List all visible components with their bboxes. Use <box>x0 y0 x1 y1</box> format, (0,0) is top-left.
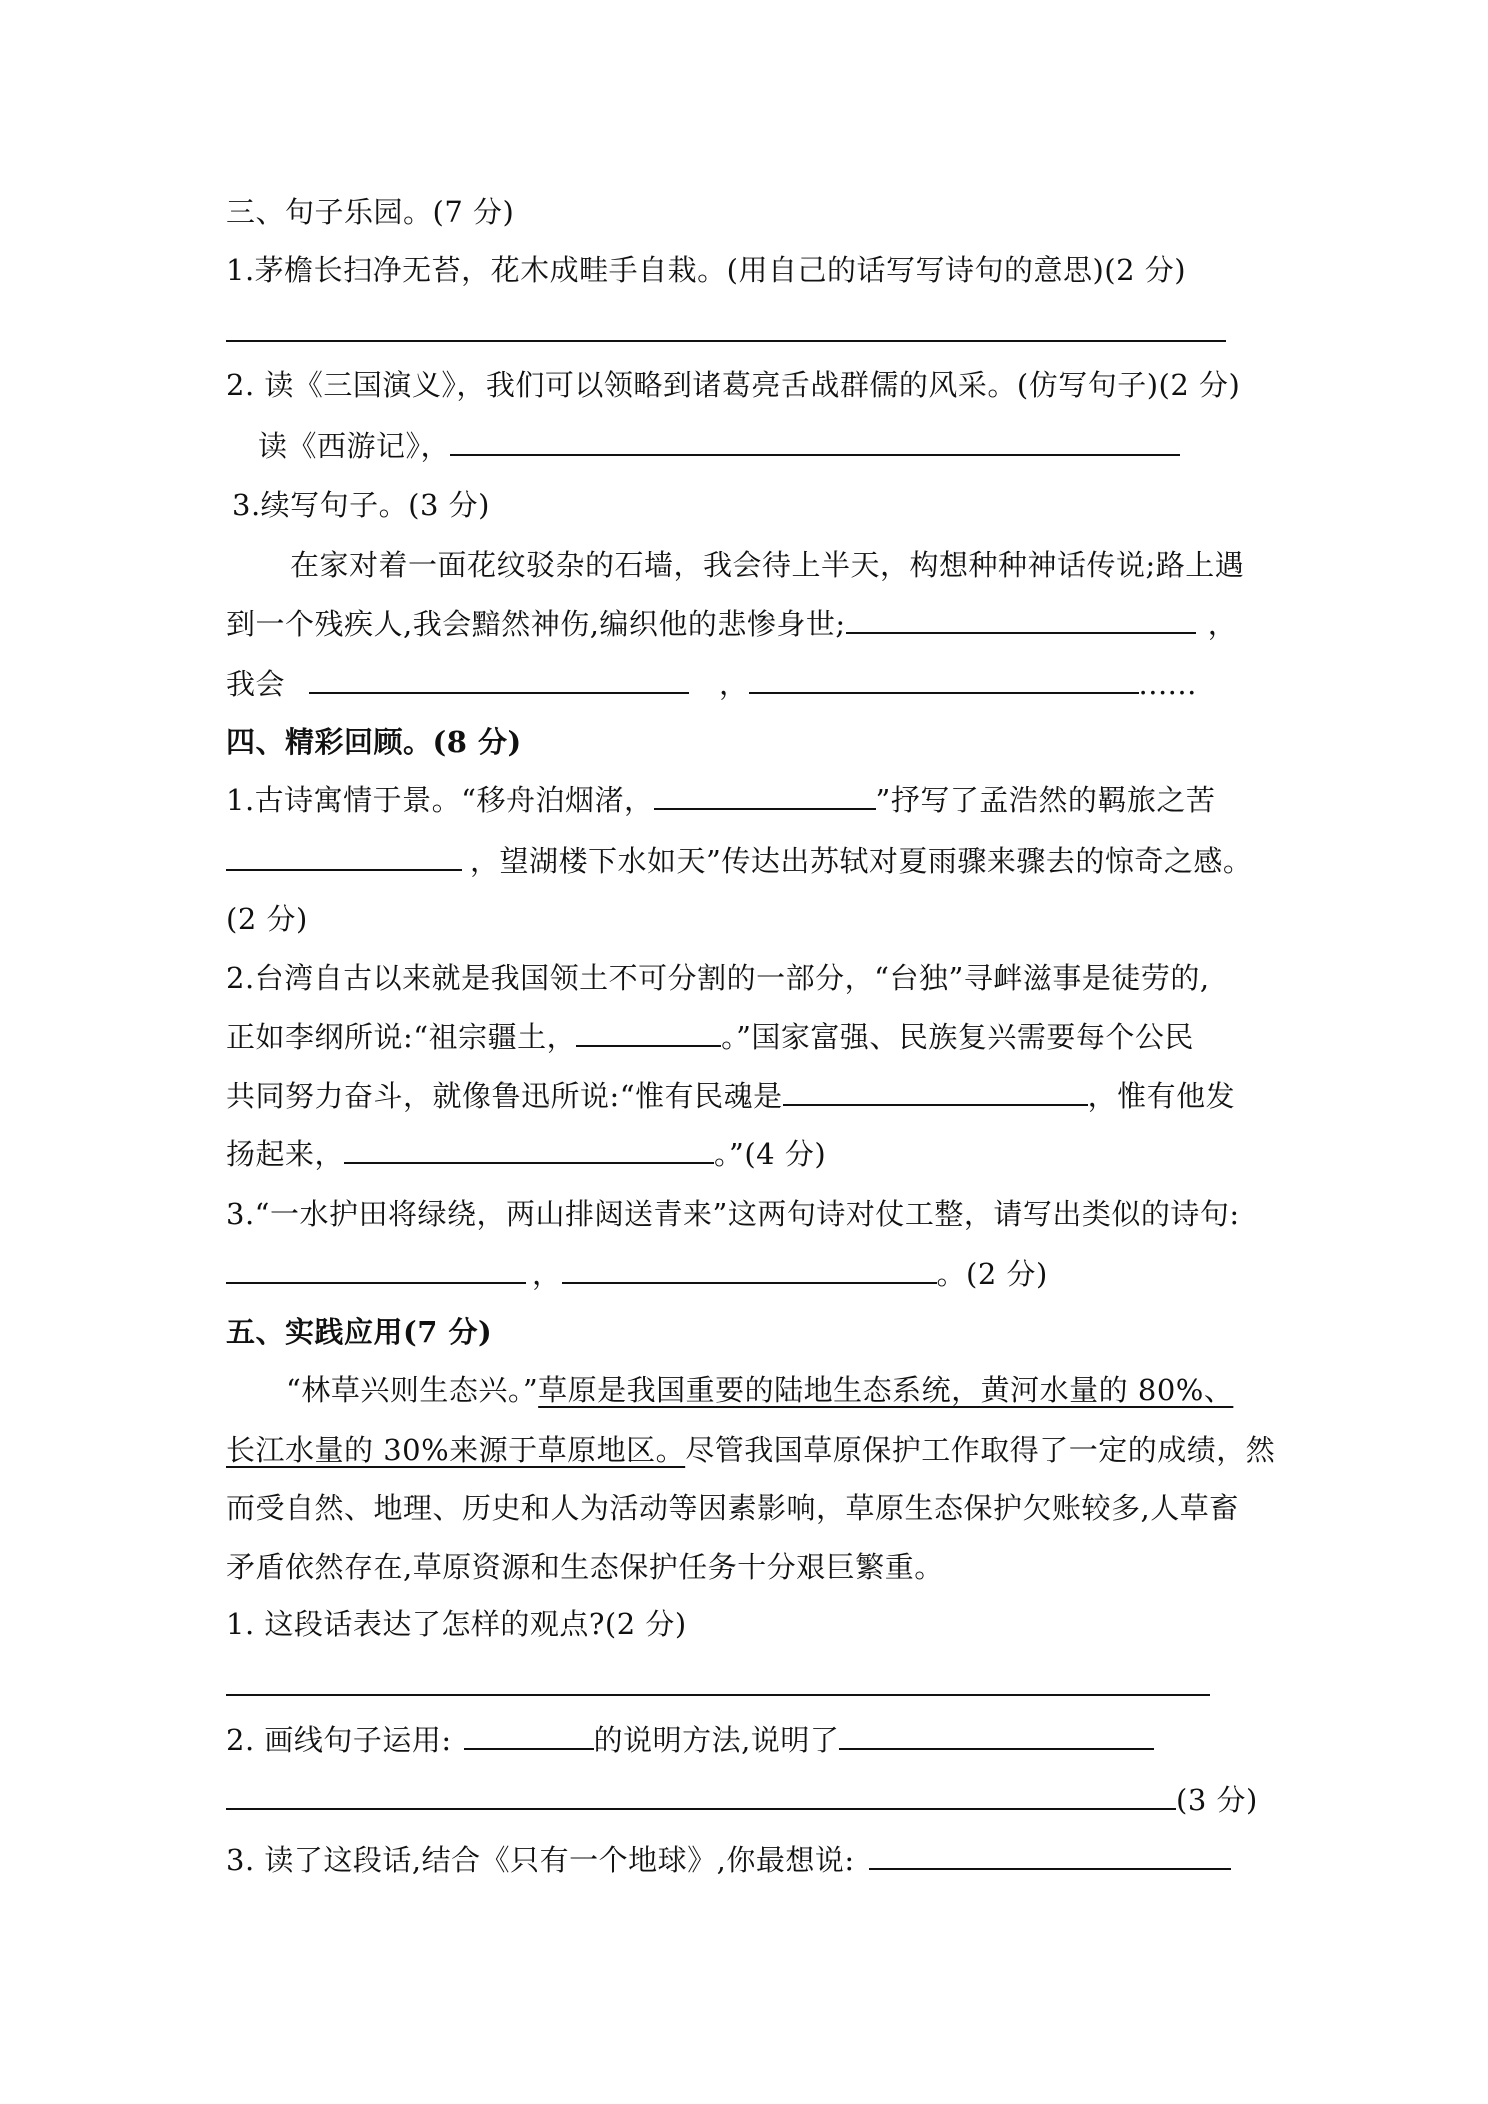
sec5-question-2-line-1 <box>226 1720 1154 1760</box>
question-text: 共同努力奋斗，就像鲁迅所说:“惟有民魂是 <box>226 1079 783 1113</box>
comma: ， <box>532 1257 562 1291</box>
sec4-q2-line-3 <box>226 1076 1235 1116</box>
sec5-passage-line-4: 矛盾依然存在,草原资源和生态保护任务十分艰巨繁重。 <box>226 1550 944 1584</box>
question-text: 。(2 分) <box>936 1257 1048 1291</box>
question-text: ”抒写了孟浩然的羁旅之苦 <box>875 783 1216 817</box>
answer-blank[interactable] <box>464 1720 594 1750</box>
answer-blank[interactable] <box>226 1254 526 1284</box>
comma: ， <box>719 667 749 701</box>
sec5-passage-line-3: 而受自然、地理、历史和人为活动等因素影响，草原生态保护欠账较多,人草畜 <box>226 1491 1239 1525</box>
sec4-q2-line-2 <box>226 1017 1194 1057</box>
passage-text: 到一个残疾人,我会黯然神伤,编织他的悲惨身世; <box>226 607 846 641</box>
passage-text: “林草兴则生态兴。” <box>286 1373 539 1407</box>
section-3-heading: 三、句子乐园。(7 分) <box>226 195 515 229</box>
section-4-heading: 四、精彩回顾。(8 分) <box>226 725 522 759</box>
question-text: 2. 画线句子运用: <box>226 1723 452 1757</box>
question-text: 的说明方法,说明了 <box>593 1723 840 1757</box>
answer-blank[interactable] <box>846 604 1196 634</box>
answer-blank[interactable] <box>226 841 462 871</box>
answer-line[interactable] <box>226 340 1226 342</box>
answer-blank[interactable] <box>344 1134 714 1164</box>
question-text: ，望湖楼下水如天”传达出苏轼对夏雨骤来骤去的惊奇之感。 <box>470 844 1253 878</box>
sec3-question-2-prompt <box>258 426 1180 466</box>
sec3-q3-passage-line-2 <box>226 604 1237 644</box>
sec3-question-3: 3.续写句子。(3 分) <box>232 488 490 522</box>
sec5-question-1: 1. 这段话表达了怎样的观点?(2 分) <box>226 1607 687 1641</box>
answer-blank[interactable] <box>309 664 689 694</box>
question-text: 扬起来， <box>226 1137 345 1171</box>
question-text: 。”国家富强、民族复兴需要每个公民 <box>721 1020 1194 1054</box>
sec3-question-1: 1.茅檐长扫净无苔，花木成畦手自栽。(用自己的话写写诗句的意思)(2 分) <box>226 253 1187 287</box>
sec4-q1-line-1 <box>226 780 1215 820</box>
question-text: 正如李纲所说:“祖宗疆土， <box>226 1020 577 1054</box>
sec3-q3-passage-line-1: 在家对着一面花纹驳杂的石墙，我会待上半天，构想种种神话传说;路上遇 <box>290 548 1245 582</box>
answer-blank[interactable] <box>783 1076 1088 1106</box>
sec5-passage-line-2 <box>226 1430 1275 1470</box>
question-text: 3. 读了这段话,结合《只有一个地球》,你最想说: <box>226 1843 855 1877</box>
passage-text: 尽管我国草原保护工作取得了一定的成绩，然 <box>685 1433 1276 1467</box>
question-text: 1.古诗寓情于景。“移舟泊烟渚， <box>226 783 654 817</box>
sec4-q1-score: (2 分) <box>226 902 308 936</box>
sec3-question-2: 2. 读《三国演义》，我们可以领略到诸葛亮舌战群儒的风采。(仿写句子)(2 分) <box>226 368 1241 402</box>
question-text: 。”(4 分) <box>714 1137 827 1171</box>
answer-blank[interactable] <box>869 1840 1231 1870</box>
section-5-heading: 五、实践应用(7 分) <box>226 1315 493 1349</box>
sec4-q3-line-2 <box>226 1254 1048 1294</box>
sec4-q2-line-1: 2.台湾自古以来就是我国领土不可分割的一部分，“台独”寻衅滋事是徒劳的, <box>226 961 1210 995</box>
sec4-q3-line-1: 3.“一水护田将绿绕，两山排闼送青来”这两句诗对仗工整，请写出类似的诗句: <box>226 1197 1240 1231</box>
sec4-q2-line-4 <box>226 1134 826 1174</box>
answer-blank[interactable] <box>749 664 1139 694</box>
question-text: ，惟有他发 <box>1087 1079 1236 1113</box>
prompt-prefix: 读《西游记》， <box>258 429 451 463</box>
passage-text: 我会 <box>226 667 286 701</box>
sec5-passage-line-1 <box>286 1370 1233 1410</box>
ellipsis: ...... <box>1138 667 1197 701</box>
answer-blank[interactable] <box>839 1720 1154 1750</box>
sec3-q3-passage-line-3 <box>226 664 1197 704</box>
sec5-question-3 <box>226 1840 1231 1880</box>
underlined-sentence: 长江水量的 30%来源于草原地区。 <box>226 1433 686 1467</box>
underlined-sentence: 草原是我国重要的陆地生态系统，黄河水量的 80%、 <box>538 1373 1234 1407</box>
comma: ， <box>1207 607 1238 641</box>
answer-blank[interactable] <box>654 780 876 810</box>
sec5-question-2-line-2 <box>226 1780 1258 1820</box>
answer-blank[interactable] <box>226 1780 1176 1810</box>
answer-blank[interactable] <box>450 426 1180 456</box>
answer-blank[interactable] <box>576 1017 721 1047</box>
answer-line[interactable] <box>226 1694 1210 1696</box>
answer-blank[interactable] <box>562 1254 937 1284</box>
score: (3 分) <box>1176 1783 1258 1817</box>
sec4-q1-line-2 <box>226 841 1252 881</box>
